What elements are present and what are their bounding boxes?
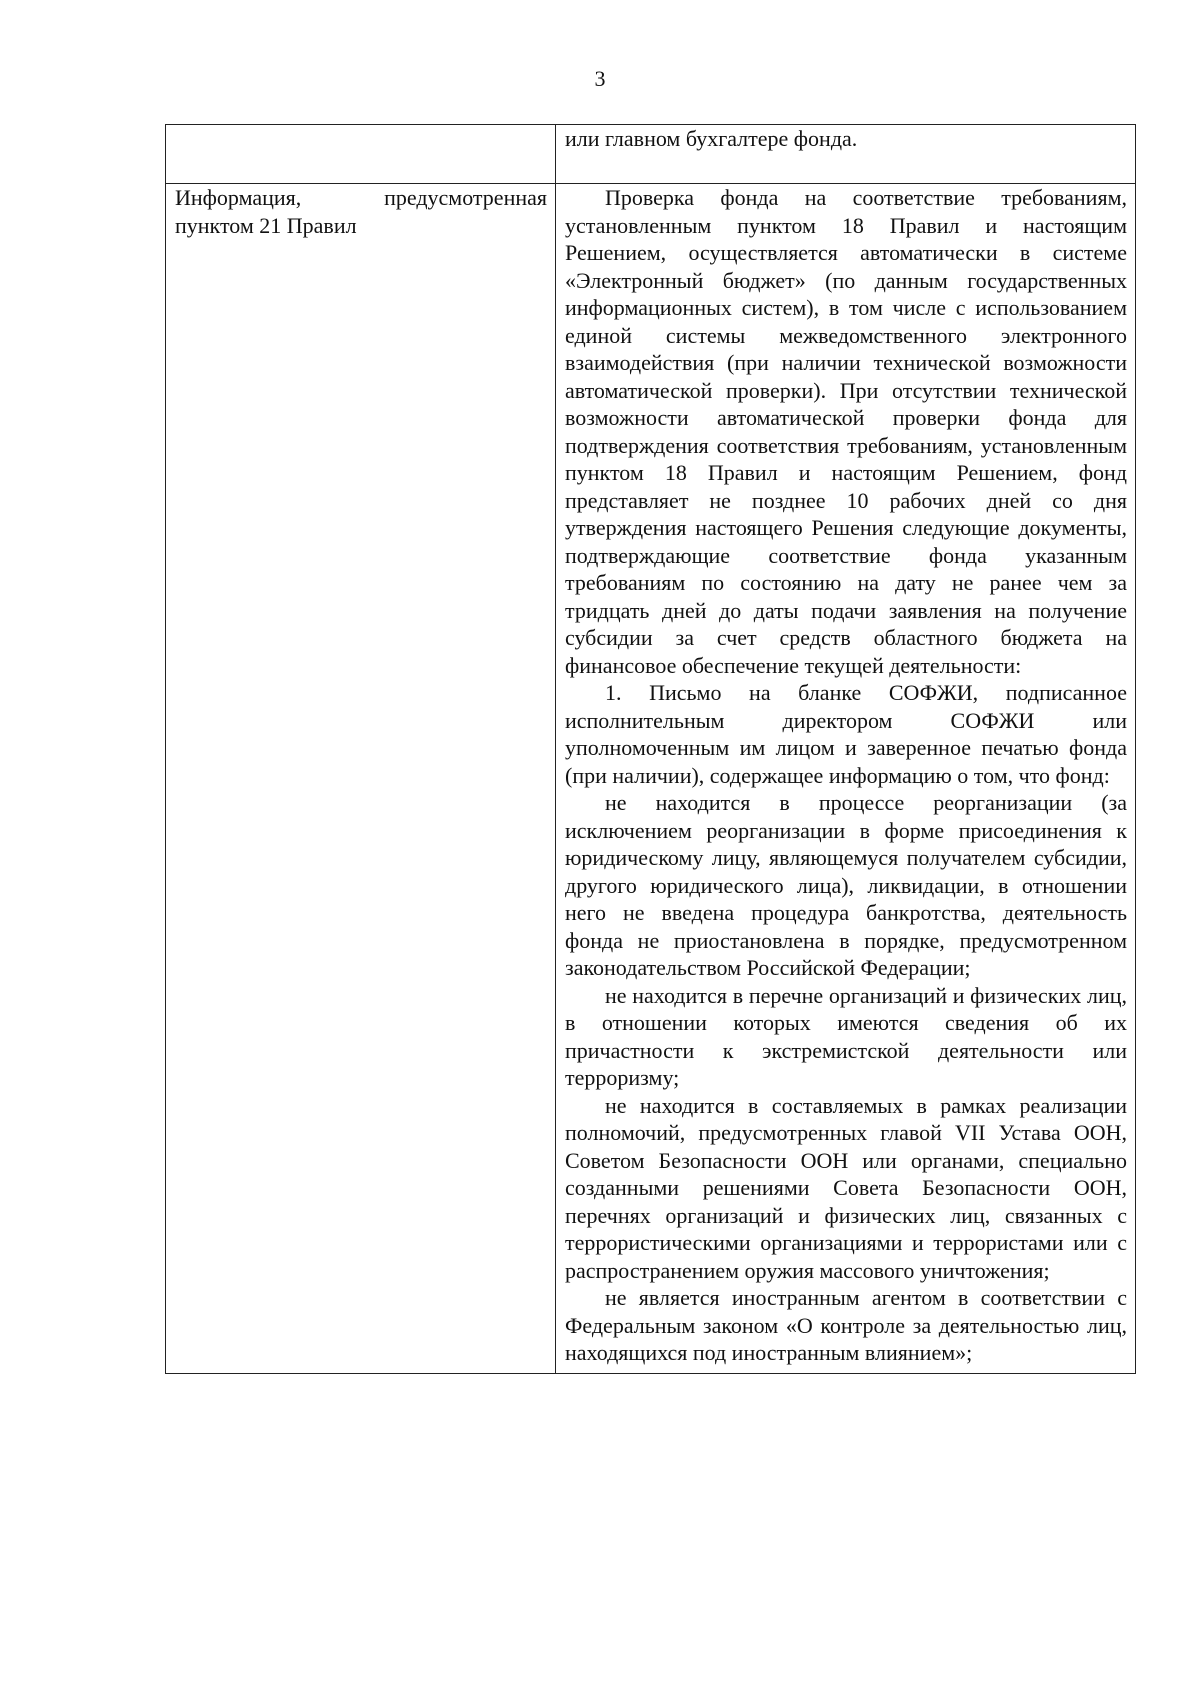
paragraph: не находится в составляемых в рамках реализации полномочий, предусмотренных главой VII Устава ООН, Советом Безопасности ООН или органами, специально созданными решениями Совета Безопасности ООН, перечнях организаций и физических лиц, связанных с террористическими организациями и террористами или с распространением оружия массового уничтожения; [565,1092,1127,1283]
paragraph: Проверка фонда на соответствие требованиям, установленным пунктом 18 Правил и настоящим Решением, осуществляется автоматически в системе «Электронный бюджет» (по данным государственных информационных систем), в том числе с использованием единой системы межведомственного электронного взаимодействия (при наличии технической возможности автоматической проверки). При отсутствии технической возможности автоматической проверки фонда для подтверждения соответствия требованиям, установленным пунктом 18 Правил и настоящим Решением, фонд представляет не позднее 10 рабочих дней со дня утверждения настоящего Решения следующие документы, подтверждающие соответствие фонда указанным требованиям по состоянию на дату не ранее чем за тридцать дней до даты подачи заявления на получение субсидии за счет средств областного бюджета на финансовое обеспечение текущей деятельности: [565,185,1127,678]
table-cell-right [556,184,1136,1374]
table-cell-right [556,125,1136,184]
table-row [166,125,1136,184]
paragraph: не находится в процессе реорганизации (за исключением реорганизации в форме присоединения к юридическому лицу, являющемуся получателем субсидии, другого юридического лица), ликвидации, в отношении него не введена процедура банкротства, деятельность фонда не приостановлена в порядке, предусмотренном законодательством Российской Федерации; [565,790,1127,980]
paragraph: 1. Письмо на бланке СОФЖИ, подписанное исполнительным директором СОФЖИ или уполномоченным им лицом и заверенное печатью фонда (при наличии), содержащее информацию о том, что фонд: [565,680,1127,788]
table-cell-left [166,125,556,184]
paragraph: не находится в перечне организаций и физических лиц, в отношении которых имеются сведения об их причастности к экстремистской деятельности или терроризму; [565,982,1127,1090]
paragraph: не является иностранным агентом в соответствии с Федеральным законом «О контроле за деятельностью лиц, находящихся под иностранным влиянием»; [565,1285,1127,1365]
requirements-table [165,124,1136,1374]
table-row [166,184,1136,1374]
table-cell-left [166,184,556,1374]
page-number: 3 [594,66,606,91]
cell-text: или главном бухгалтере фонда. [565,126,858,151]
requirement-label: Информация, предусмотренная пунктом 21 Правил [175,185,547,238]
